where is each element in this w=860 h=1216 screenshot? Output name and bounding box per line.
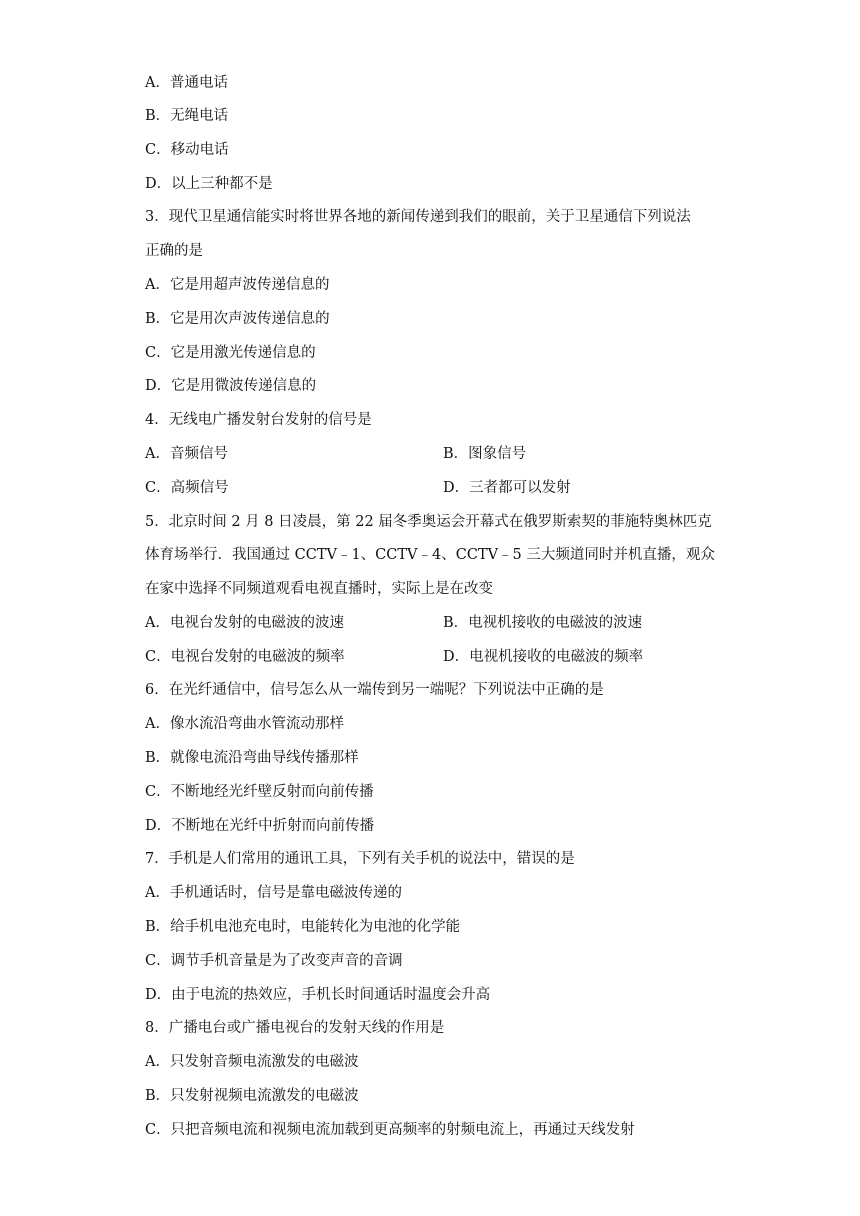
q3-stem-line2: 正确的是 <box>145 243 203 259</box>
q6-stem: 6．在光纤通信中，信号怎么从一端传到另一端呢？下列说法中正确的是 <box>145 682 604 698</box>
q2-option-d: D．以上三种都不是 <box>145 176 273 192</box>
q8-option-b: B．只发射视频电流激发的电磁波 <box>145 1088 359 1104</box>
q2-option-a: A．普通电话 <box>145 75 228 91</box>
q8-stem: 8．广播电台或广播电视台的发射天线的作用是 <box>145 1020 445 1036</box>
q4-option-a: A．音频信号 <box>145 446 228 462</box>
q3-option-d: D．它是用微波传递信息的 <box>145 378 317 394</box>
q7-option-a: A．手机通话时，信号是靠电磁波传递的 <box>145 885 402 901</box>
q4-option-b: B．图象信号 <box>443 446 527 462</box>
q4-option-d: D．三者都可以发射 <box>443 480 571 496</box>
q5-option-d: D．电视机接收的电磁波的频率 <box>443 649 644 665</box>
q7-option-b: B．给手机电池充电时，电能转化为电池的化学能 <box>145 919 461 935</box>
q7-option-d: D．由于电流的热效应，手机长时间通话时温度会升高 <box>145 987 491 1003</box>
q8-option-a: A．只发射音频电流激发的电磁波 <box>145 1054 359 1070</box>
q2-option-c: C．移动电话 <box>145 142 229 158</box>
q6-option-d: D．不断地在光纤中折射而向前传播 <box>145 818 375 834</box>
q3-stem-line1: 3．现代卫星通信能实时将世界各地的新闻传递到我们的眼前，关于卫星通信下列说法 <box>145 209 691 225</box>
q7-stem: 7．手机是人们常用的通讯工具，下列有关手机的说法中，错误的是 <box>145 851 575 867</box>
q8-option-c: C．只把音频电流和视频电流加载到更高频率的射频电流上，再通过天线发射 <box>145 1122 635 1138</box>
q3-option-b: B．它是用次声波传递信息的 <box>145 311 330 327</box>
q4-stem: 4．无线电广播发射台发射的信号是 <box>145 412 372 428</box>
q3-option-c: C．它是用激光传递信息的 <box>145 345 316 361</box>
q5-option-c: C．电视台发射的电磁波的频率 <box>145 649 345 665</box>
q5-stem-line2: 体育场举行．我国通过 CCTV﹣1、CCTV﹣4、CCTV﹣5 三大频道同时并机直播，观众 <box>145 547 715 563</box>
q5-option-a: A．电视台发射的电磁波的波速 <box>145 615 344 631</box>
q6-option-c: C．不断地经光纤壁反射而向前传播 <box>145 784 374 800</box>
q5-stem-line1: 5．北京时间 2 月 8 日凌晨，第 22 届冬季奥运会开幕式在俄罗斯索契的菲施特奥林匹克 <box>145 514 712 530</box>
q5-stem-line3: 在家中选择不同频道观看电视直播时，实际上是在改变 <box>145 581 493 597</box>
q5-option-b: B．电视机接收的电磁波的波速 <box>443 615 643 631</box>
q6-option-b: B．就像电流沿弯曲导线传播那样 <box>145 750 359 766</box>
q6-option-a: A．像水流沿弯曲水管流动那样 <box>145 716 344 732</box>
q3-option-a: A．它是用超声波传递信息的 <box>145 277 330 293</box>
q7-option-c: C．调节手机音量是为了改变声音的音调 <box>145 953 403 969</box>
q4-option-c: C．高频信号 <box>145 480 229 496</box>
q2-option-b: B．无绳电话 <box>145 108 229 124</box>
